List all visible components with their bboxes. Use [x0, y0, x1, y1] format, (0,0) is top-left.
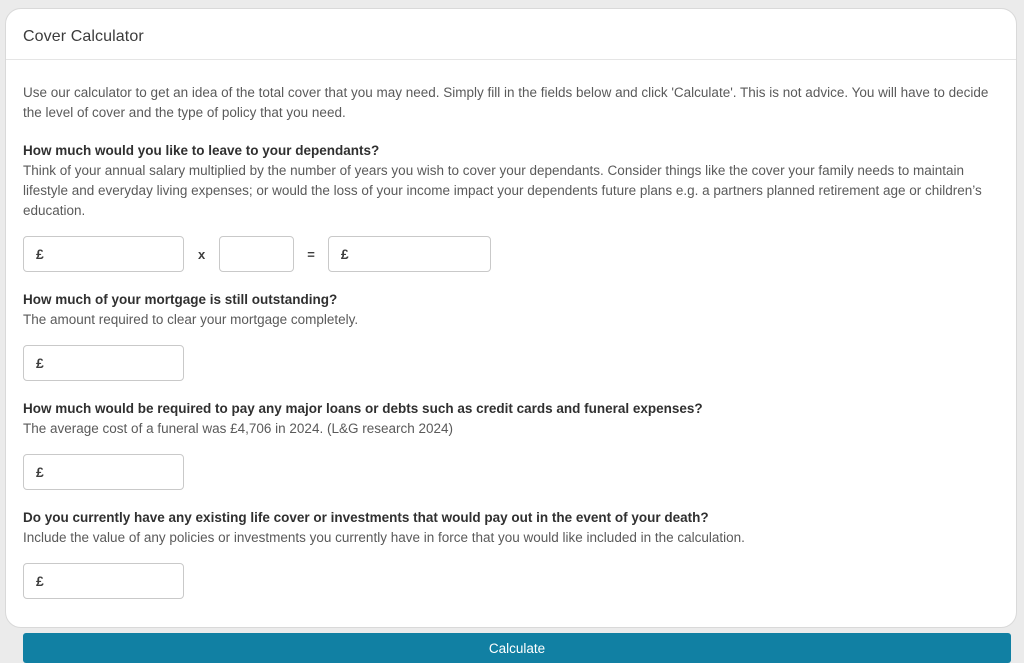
dependants-field-row: [23, 236, 999, 272]
existing-cover-input[interactable]: [23, 563, 184, 599]
question-loans: [23, 399, 999, 490]
annual-amount-input[interactable]: [23, 236, 184, 272]
existing-cover-field-row: [23, 563, 999, 599]
calculate-button[interactable]: Calculate: [23, 633, 1011, 663]
equals-symbol: =: [307, 246, 315, 262]
mortgage-field-row: [23, 345, 999, 381]
dependants-total-input[interactable]: [328, 236, 491, 272]
card-body: [6, 60, 1016, 663]
question-dependants-description: Think of your annual salary multiplied by the number of years you wish to cover your dependants. Consider things like the cover your family needs to maintain lifestyle and everyday living expenses; or would the loss of your income impact your dependents future plans e.g. a partners planned retirement age or children’s education.: [23, 163, 982, 218]
question-loans-description: The average cost of a funeral was £4,706 in 2024. (L&G research 2024): [23, 421, 454, 436]
cover-calculator-card: [5, 8, 1017, 656]
question-existing-cover-heading: Do you currently have any existing life cover or investments that would pay out in the event of your death?: [23, 510, 709, 525]
question-loans-heading: How much would be required to pay any major loans or debts such as credit cards and funeral expenses?: [23, 401, 703, 416]
card-header: [6, 9, 1016, 60]
page-title: Cover Calculator: [23, 28, 144, 45]
mortgage-outstanding-input[interactable]: [23, 345, 184, 381]
years-multiplier-input[interactable]: [219, 236, 294, 272]
question-mortgage-description: The amount required to clear your mortgage completely.: [23, 312, 359, 327]
question-mortgage: [23, 290, 999, 381]
loans-field-row: [23, 454, 999, 490]
question-mortgage-heading: How much of your mortgage is still outstanding?: [23, 292, 338, 307]
question-existing-cover: [23, 508, 999, 599]
question-dependants: [23, 141, 999, 272]
question-existing-cover-description: Include the value of any policies or investments you currently have in force that you would like included in the calculation.: [23, 530, 745, 545]
loans-debts-input[interactable]: [23, 454, 184, 490]
intro-text: Use our calculator to get an idea of the total cover that you may need. Simply fill in the fields below and click 'Calculate'. This is not advice. You will have to decide the level of cover and the type of policy that you need.: [23, 85, 989, 120]
question-dependants-heading: How much would you like to leave to your dependants?: [23, 143, 380, 158]
multiply-symbol: x: [198, 246, 206, 262]
